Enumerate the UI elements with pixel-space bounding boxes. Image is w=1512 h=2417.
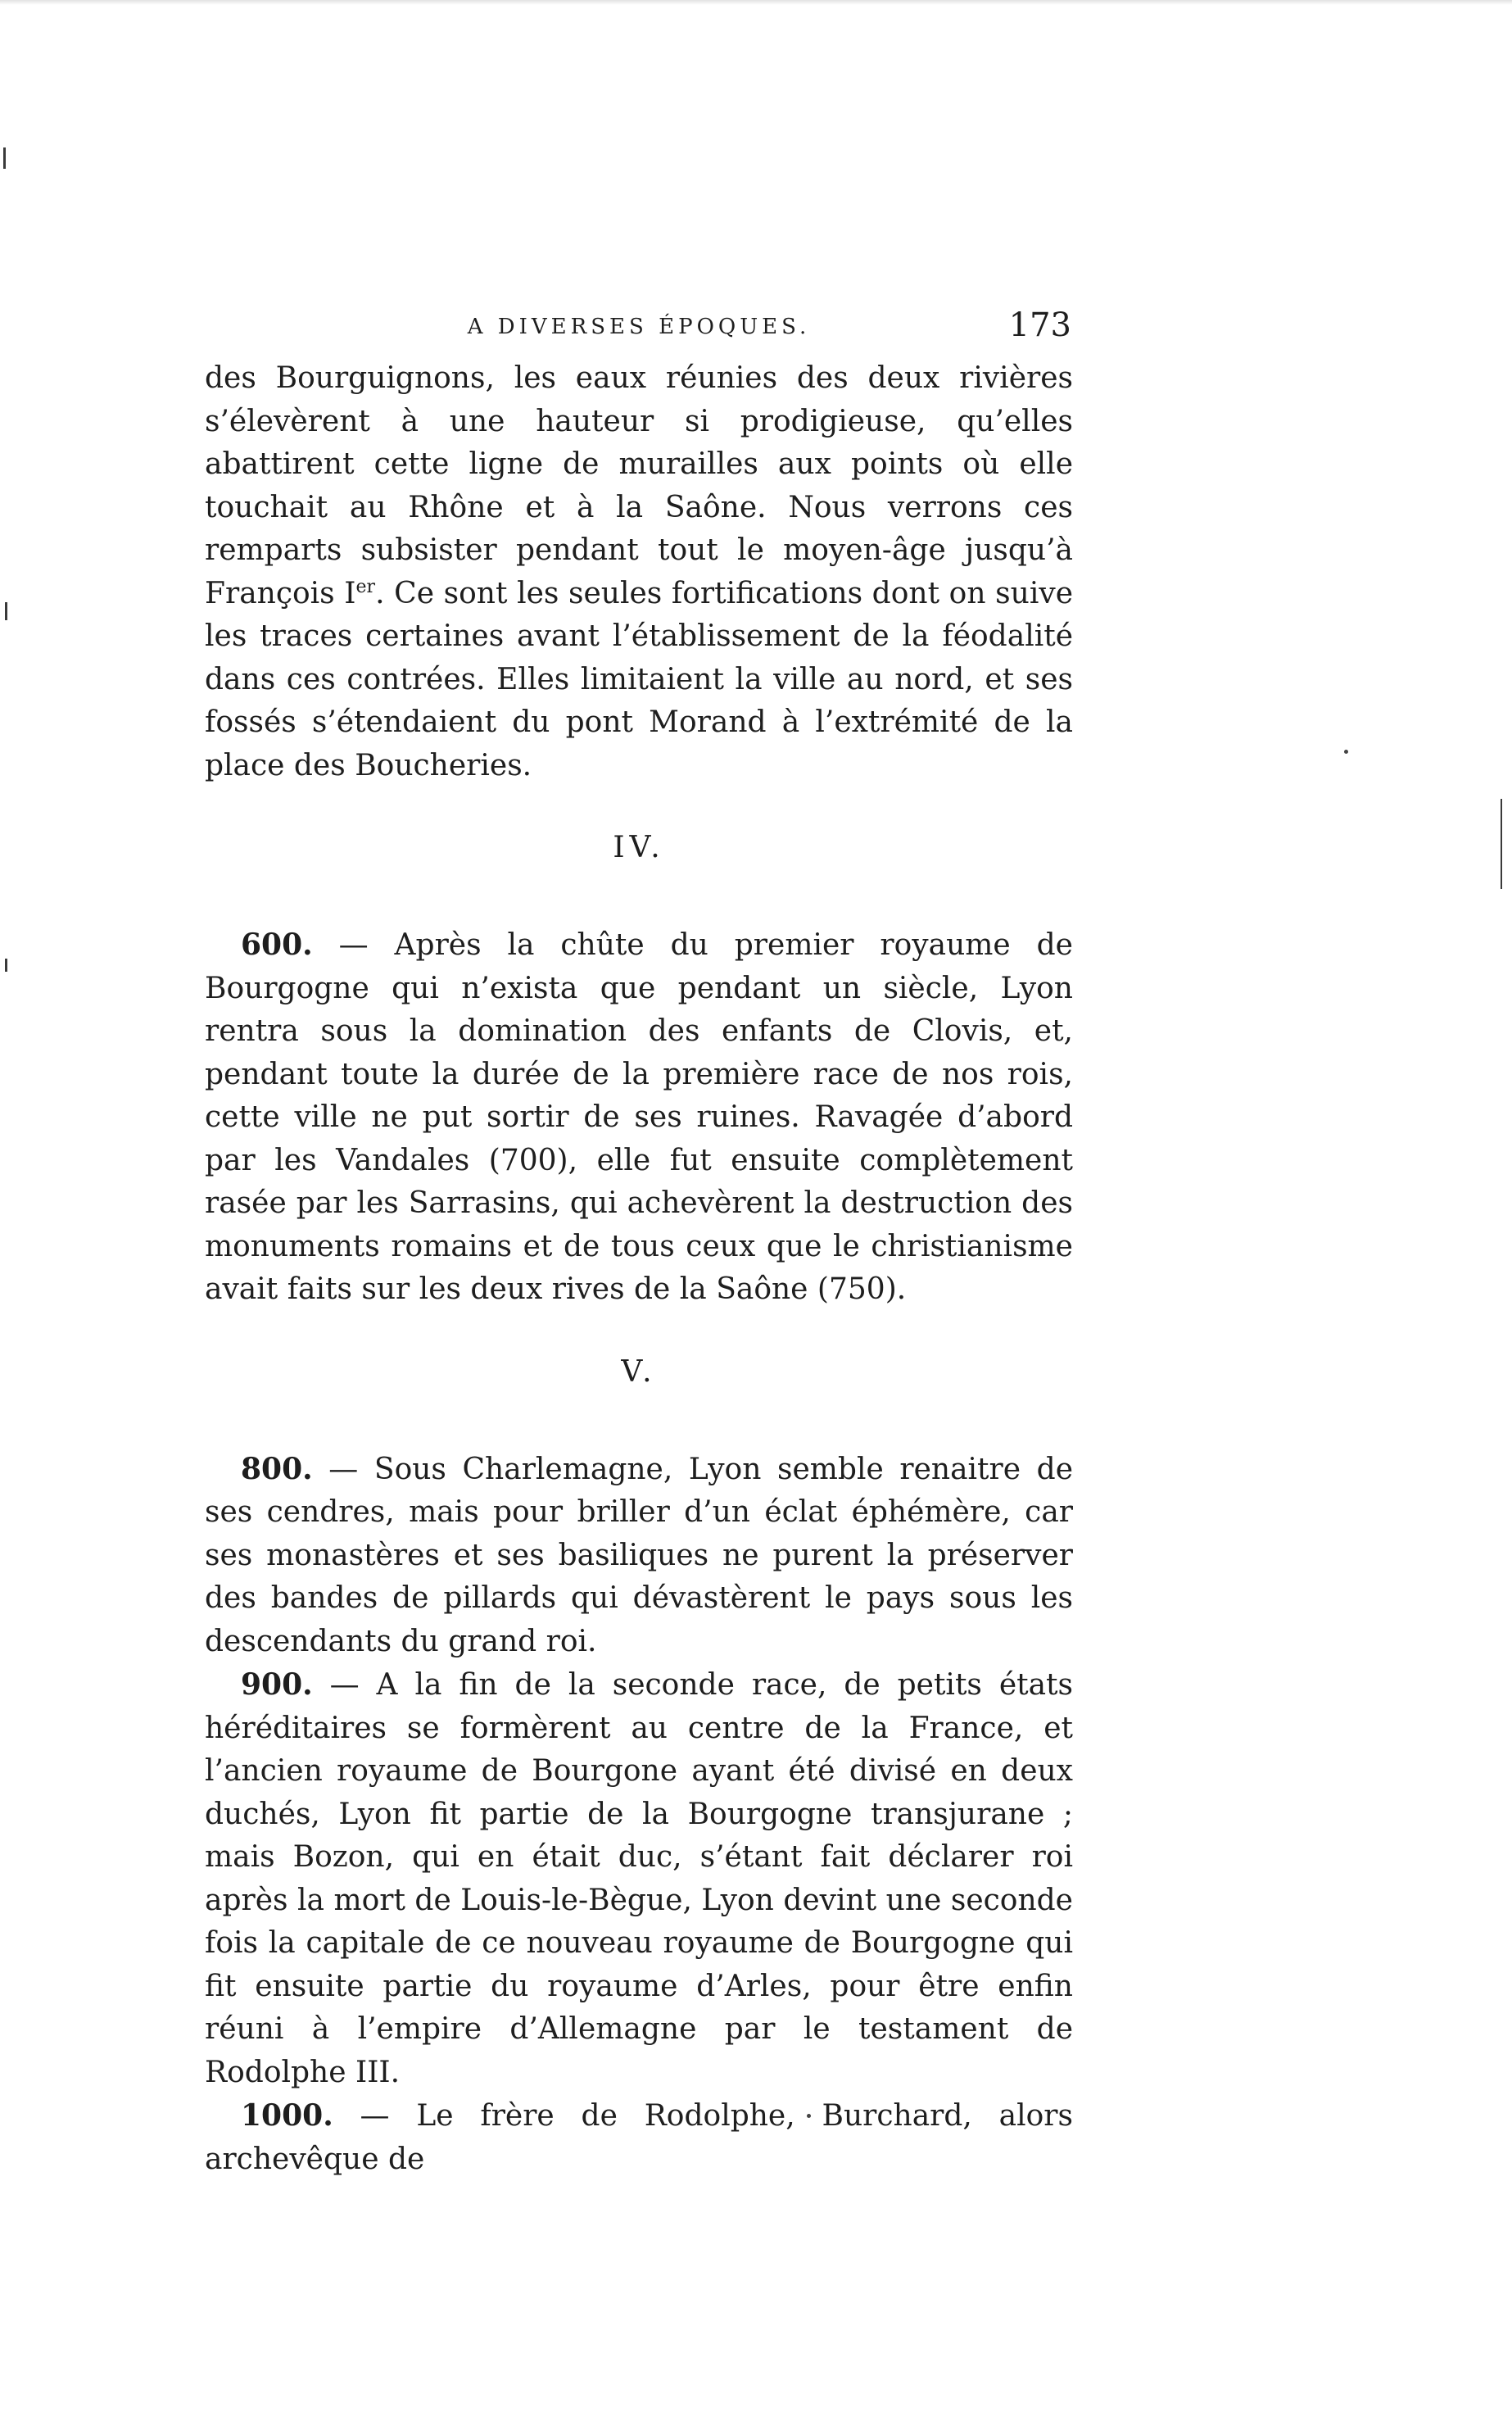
margin-mark: [5, 602, 7, 620]
paragraph-900: [205, 1663, 1073, 2094]
section-heading-iv: IV.: [613, 831, 665, 864]
paragraph-text: — Après la chûte du premier royaume de Bourgogne qui n’exista que pendant un siècle, Lyon rentra sous la domination des enfants de Clovis, et, pendant toute la durée de la première race de nos rois, cette ville ne put sortir de ses ruines. Ravagée d’abord par les Vandales (700), elle fut ensuite complètement rasée par les Sarrasins, qui achevèrent la destruction des monuments romains et de tous ceux que le christianisme avait faits sur les deux rives de la Saône (750).: [205, 928, 1073, 1306]
superscript: er: [355, 576, 376, 597]
margin-mark: [3, 147, 6, 169]
margin-mark: [1501, 799, 1502, 889]
margin-mark: [5, 959, 7, 972]
year-label: 600.: [241, 927, 313, 962]
paragraph-800: [205, 1448, 1073, 1664]
paragraph-text: — Sous Charlemagne, Lyon semble renaitre de ses cendres, mais pour briller d’un éclat éphémère, car ses monastères et ses basiliques ne purent la préserver des bandes de pillards qui dévastèrent le pays sous les descendants du grand roi.: [205, 1452, 1073, 1658]
year-label: 1000.: [241, 2098, 333, 2133]
page-text: [205, 303, 1073, 2181]
paragraph-600: [205, 923, 1073, 1312]
running-title: A DIVERSES ÉPOQUES.: [467, 315, 811, 339]
intro-text-2: . Ce sont les seules fortifications dont on suive les traces certaines avant l’établissement de la féodalité dans ces contrées. Elles limitaient la ville au nord, et ses fossés s’étendaient du pont Morand à l’extrémité de la place des Boucheries.: [205, 576, 1073, 782]
scan-edge: [0, 0, 1512, 5]
paragraph-1000: [205, 2094, 1073, 2181]
speck: [1344, 750, 1348, 754]
running-header: [205, 303, 1073, 352]
paragraph-text: — A la fin de la seconde race, de petits états héréditaires se formèrent au centre de la France, et l’ancien royaume de Bourgone ayant été divisé en deux duchés, Lyon fit partie de la Bourgogne transjurane ; mais Bozon, qui en était duc, s’étant fait déclarer roi après la mort de Louis-le-Bègue, Lyon devint une seconde fois la capitale de ce nouveau royaume de Bourgogne qui fit ensuite partie du royaume d’Arles, pour être enfin réuni à l’empire d’Allemagne par le testament de Rodolphe III.: [205, 1668, 1073, 2089]
intro-text-1: des Bourguignons, les eaux réunies des deux rivières s’élevèrent à une hauteur si prodigieuse, qu’elles abattirent cette ligne de murailles aux points où elle touchait au Rhône et à la Saône. Nous verrons ces remparts subsister pendant tout le moyen-âge jusqu’à François I: [205, 361, 1073, 610]
year-label: 800.: [241, 1451, 313, 1486]
section-heading-v: V.: [621, 1354, 657, 1389]
intro-paragraph: [205, 357, 1073, 787]
paragraph-text: — Le frère de Rodolphe, Burchard, alors archevêque de: [205, 2099, 1073, 2176]
page-number: 173: [1008, 306, 1071, 344]
year-label: 900.: [241, 1667, 313, 1702]
